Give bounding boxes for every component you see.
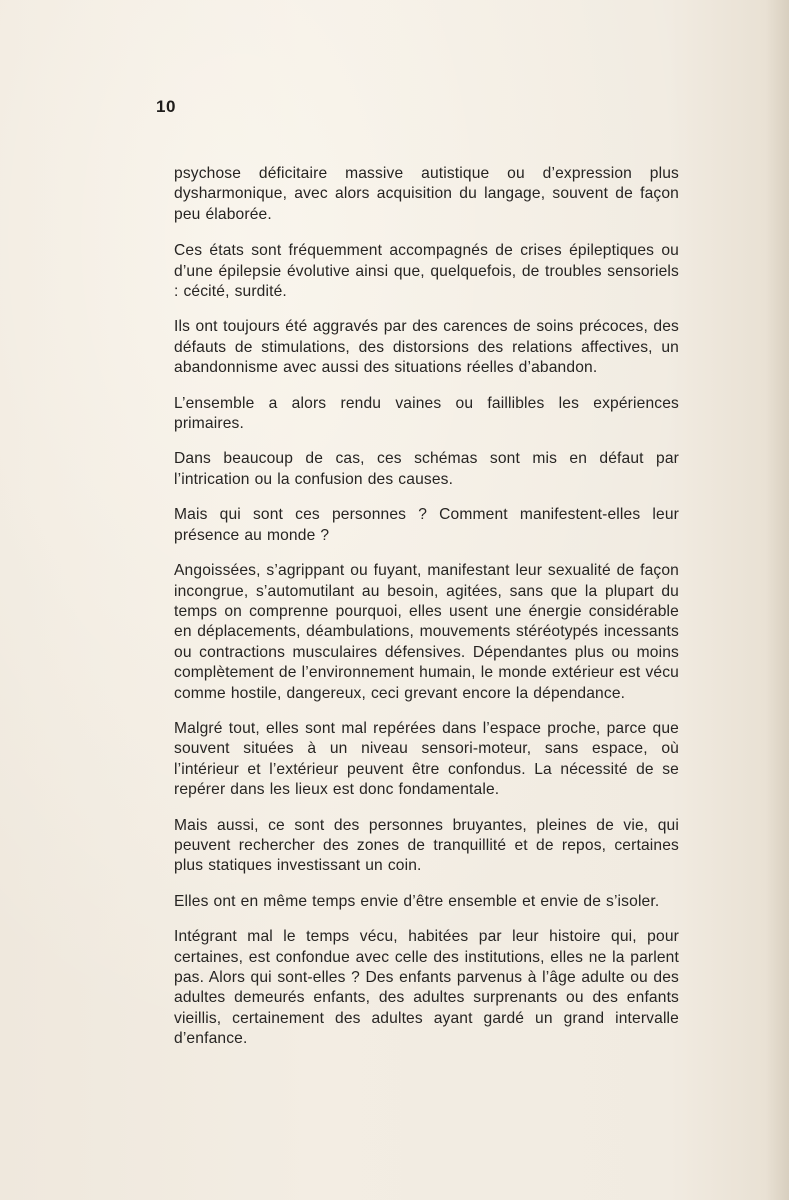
paragraph: Dans beaucoup de cas, ces schémas sont mis en défaut par l’intrication ou la confusion des causes. bbox=[174, 450, 679, 488]
paragraph: Mais aussi, ce sont des personnes bruyantes, pleines de vie, qui peuvent rechercher des zones de tranquillité et de repos, certaines plus statiques investissant un coin. bbox=[174, 816, 679, 875]
paragraph: Ces états sont fréquemment accompagnés de crises épileptiques ou d’une épilepsie évolutive ainsi que, quelquefois, de troubles sensoriels : cécité, surdité. bbox=[174, 242, 679, 301]
body-text bbox=[174, 164, 679, 1065]
paragraph: Angoissées, s’agrippant ou fuyant, manifestant leur sexualité de façon incongrue, s’automutilant au besoin, agitées, sans que la plupart du temps on comprenne pourquoi, elles usent une énergie considérable en déplacements, déambulations, mouvements stéréotypés incessants ou contractions musculaires défensives. Dépendantes plus ou moins complètement de l’environnement humain, le monde extérieur est vécu comme hostile, dangereux, ceci grevant encore la dépendance. bbox=[174, 562, 679, 702]
paragraph: Malgré tout, elles sont mal repérées dans l’espace proche, parce que souvent situées à un niveau sensori-moteur, sans espace, où l’intérieur et l’extérieur peuvent être confondus. La nécessité de se repérer dans les lieux est donc fondamentale. bbox=[174, 719, 679, 799]
page-number: 10 bbox=[156, 97, 176, 116]
paragraph: L’ensemble a alors rendu vaines ou faillibles les expériences primaires. bbox=[174, 394, 679, 433]
paragraph: Intégrant mal le temps vécu, habitées par leur histoire qui, pour certaines, est confondue avec celle des institutions, elles ne la parlent pas. Alors qui sont-elles ? Des enfants parvenus à l’âge adulte ou des adultes demeurés enfants, des adultes surprenants ou des enfants vieillis, certainement des adultes ayant gardé un grand intervalle d’enfance. bbox=[174, 928, 679, 1048]
paragraph: psychose déficitaire massive autistique ou d’expression plus dysharmonique, avec alors acquisition du langage, souvent de façon peu élaborée. bbox=[174, 165, 679, 223]
paragraph: Elles ont en même temps envie d’être ensemble et envie de s’isoler. bbox=[174, 892, 660, 910]
paragraph: Ils ont toujours été aggravés par des carences de soins précoces, des défauts de stimulations, des distorsions des relations affectives, un abandonnisme avec aussi des situations réelles d’abandon. bbox=[174, 318, 679, 377]
paragraph: Mais qui sont ces personnes ? Comment manifestent-elles leur présence au monde ? bbox=[174, 506, 679, 544]
